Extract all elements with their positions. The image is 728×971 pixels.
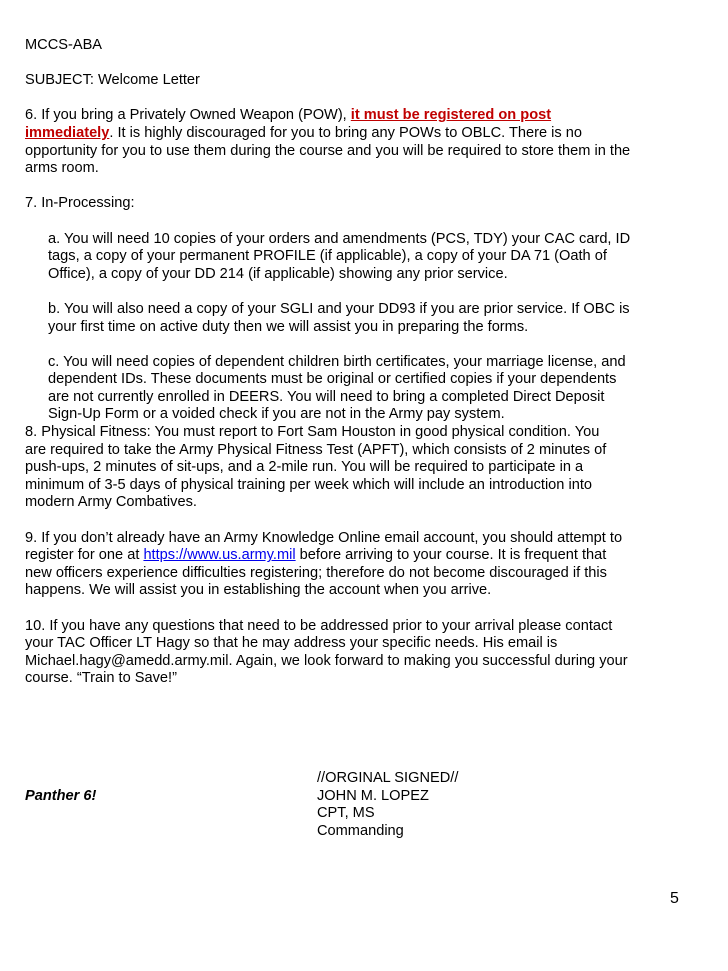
paragraph-9 (25, 530, 685, 600)
p7-text: c. You will need copies of dependent children birth certificates, your marriage license, and (48, 353, 626, 370)
p7-text: b. You will also need a copy of your SGLI and your DD93 if you are prior service. If OBC is (48, 300, 630, 317)
page-number: 5 (670, 890, 679, 907)
p8-text: minimum of 3-5 days of physical training per week which will include an introduction into (25, 476, 592, 493)
paragraph-8 (25, 424, 685, 512)
p7-text: a. You will need 10 copies of your orders and amendments (PCS, TDY) your CAC card, ID (48, 230, 631, 247)
paragraph-6 (25, 107, 685, 177)
office-symbol: MCCS-ABA (25, 37, 103, 53)
p10-text: your TAC Officer LT Hagy so that he may address your specific needs. His email is (25, 635, 558, 652)
paragraph-10 (25, 618, 685, 688)
signer-name: JOHN M. LOPEZ (317, 787, 429, 804)
p10-text: Michael.hagy@amedd.army.mil. Again, we look forward to making you successful during your (25, 652, 628, 669)
p6-text: opportunity for you to use them during the course and you will be required to store them in the (25, 142, 631, 159)
p9-text: happens. We will assist you in establishing the account when you arrive. (25, 582, 492, 599)
p8-text: are required to take the Army Physical Fitness Test (APFT), which consists of 2 minutes of (25, 441, 607, 458)
panther-motto: Panther 6! (25, 788, 97, 804)
p9-text: before arriving to your course. It is frequent that (295, 547, 607, 564)
p10-text: course. “Train to Save!” (25, 670, 177, 687)
signature-block (317, 770, 458, 840)
p6-lead: 6. If you bring a Privately Owned Weapon (POW), (25, 107, 351, 124)
signer-rank: CPT, MS (317, 805, 375, 822)
p7-text: your first time on active duty then we will assist you in preparing the forms. (48, 318, 529, 335)
letter-body (25, 37, 685, 688)
p6-text: . It is highly discouraged for you to bring any POWs to OBLC. There is no (109, 124, 582, 141)
p7-text: are not currently enrolled in DEERS. You will need to bring a completed Direct Deposit (48, 388, 605, 405)
p9-text: new officers experience difficulties registering; therefore do not become discouraged if this (25, 564, 607, 581)
paragraph-7 (25, 195, 685, 424)
signer-title: Commanding (317, 822, 404, 839)
p7-item-a (25, 231, 685, 284)
p6-warning: it must be registered on post (350, 107, 552, 124)
p8-text: modern Army Combatives. (25, 494, 197, 511)
p7-item-c (25, 354, 685, 424)
p8-text: push-ups, 2 minutes of sit-ups, and a 2-mile run. You will be required to participate in a (25, 459, 584, 476)
p7-text: Sign-Up Form or a voided check if you are not in the Army pay system. (48, 406, 505, 423)
p6-text: arms room. (25, 160, 99, 177)
p7-text: Office), a copy of your DD 214 (if applicable) showing any prior service. (48, 265, 508, 282)
signed-note: //ORGINAL SIGNED// (317, 770, 459, 786)
p7-text: tags, a copy of your permanent PROFILE (if applicable), a copy of your DA 71 (Oath of (48, 248, 607, 265)
p10-text: 10. If you have any questions that need to be addressed prior to your arrival please contact (25, 617, 613, 634)
p7-text: dependent IDs. These documents must be original or certified copies if your dependents (48, 371, 617, 388)
p8-text: 8. Physical Fitness: You must report to Fort Sam Houston in good physical condition. You (25, 424, 600, 441)
p9-text: 9. If you don’t already have an Army Knowledge Online email account, you should attempt to (25, 529, 623, 546)
p9-text: register for one at (25, 547, 144, 564)
subject-line: SUBJECT: Welcome Letter (25, 72, 200, 89)
ako-link[interactable]: https://www.us.army.mil (143, 547, 296, 564)
p7-title: 7. In-Processing: (25, 195, 135, 212)
p7-item-b (25, 301, 685, 336)
p6-warning-cont: immediately (25, 124, 110, 141)
